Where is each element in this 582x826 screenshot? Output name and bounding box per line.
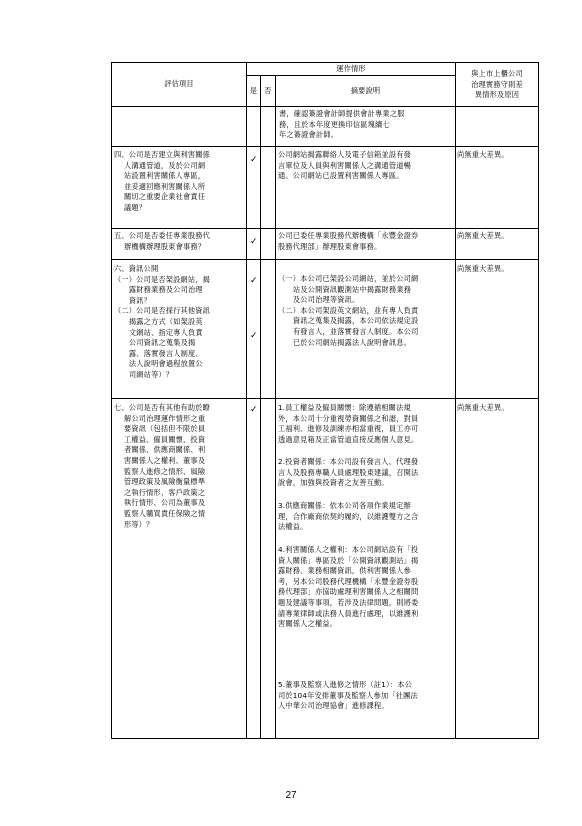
row3-summary: （一）本公司已架設公司網站，並於公司網 站及公開資訊觀測站中揭露財務業務 及公司治理等資訊。 （二）本公司架設英文網站，並有專人負責 資訊之蒐集及揭露，本公司依法規定設 有發言人，並落實發言人制度。本公司 已於公司網站揭露法人說明會訊息。 xyxy=(278,274,419,347)
row1-summary: 公司網站揭露聯絡人及電子信箱並設有發 言單位及人員與利害關係人之溝通管道暢 通。公司網站已設置利害關係人專區。 xyxy=(278,150,411,181)
row0-summary: 書，確認簽證會計師提供會計專業之服 務，且於本年度更換印信區塊續七 年之簽證會計師。 xyxy=(279,109,405,140)
table-bottom-border xyxy=(111,738,539,739)
row1-item: 四、公司是否建立與利害關係 人溝通管道，及於公司網 站設置利害關係人專區， 並妥適回應利害關係人所 關切之重要企業社會責任 議題？ xyxy=(114,150,211,212)
row3-yes-check-1: ✓ xyxy=(250,276,258,286)
row2-item: 五、公司是否委任專業股務代 辦機構辦理股東會事務？ xyxy=(114,231,211,251)
column-divider xyxy=(275,75,276,739)
column-divider xyxy=(246,62,247,739)
row4-summary-block-4: 4.利害關係人之權利：本公司網站設有「投 資人關係」專區及於「公開資訊觀測站」揭 露財務、業務相關資訊，供利害關係人參 考，另本公司股務代理機構「永豐金證券股 務代理部」亦協助處理利害關係人之相關問 題及建議等事項，若涉及法律問題，則將委 請專業律師或法務人員進行處理，以維護利 害關係人之權益。 xyxy=(278,545,419,629)
row2-summary: 公司已委任專業股務代辦機構「永豐金證券 股務代理部」辦理股東會事務。 xyxy=(278,231,419,251)
table-right-border xyxy=(538,62,539,739)
header-operation: 運作情形 xyxy=(336,64,366,73)
header-yes: 是 xyxy=(249,86,258,95)
header-difference: 與上市上櫃公司 治理實務守則差 異情形及原因 xyxy=(471,69,523,100)
column-divider xyxy=(455,62,456,739)
table-left-border xyxy=(111,62,112,739)
row-divider xyxy=(111,259,539,260)
row1-yes-check: ✓ xyxy=(250,155,258,165)
row-divider xyxy=(111,228,539,229)
row4-yes-check: ✓ xyxy=(250,405,258,415)
column-divider xyxy=(260,75,261,739)
operation-header-divider xyxy=(246,75,455,76)
row-divider xyxy=(111,398,539,399)
row4-summary-block-5: 5.董事及監察人進修之情形（註1）：本公 司於104年安排董事及監察人參加「社團法 人中華公司治理協會」進修課程。 xyxy=(278,680,418,711)
page-number: 27 xyxy=(285,790,297,801)
row3-yes-check-2: ✓ xyxy=(250,331,258,341)
row4-summary-block-1: 1.員工權益及僱員關懷：除遵循相關法規 外，本公司十分重視勞資關係之和諧，對員 工福利、進修及訓練亦相當重視，員工亦可 透過意見箱及正當管道直接反應個人意見。 xyxy=(278,403,419,444)
header-bottom-border xyxy=(111,106,539,107)
row-divider xyxy=(111,146,539,147)
header-item: 評估項目 xyxy=(164,79,194,88)
row4-item: 七、公司是否有其他有助於瞭 解公司治理運作情形之重 要資訊（包括但不限於員 工權益、僱員關懷、投資 者關係、供應商關係、利 害關係人之權利、董事及 監察人進修之情形、風險 管理政策及風險衡量標準 之執行情形、客戶政策之 執行情形、公司為董事及 監察人購買責任保險之情 形等）？ xyxy=(114,403,211,529)
table-top-border xyxy=(111,62,539,63)
row1-diff: 尚無重大差異。 xyxy=(457,150,509,159)
row4-summary-block-2: 2.投資者關係：本公司設有發言人、代理發 言人及股務專職人員處理股東建議，召開法 說會，加強與投資者之友善互動。 xyxy=(278,457,419,488)
row4-diff: 尚無重大差異。 xyxy=(457,403,509,412)
header-summary: 摘要說明 xyxy=(350,86,381,95)
row2-yes-check: ✓ xyxy=(250,237,258,247)
header-no: 否 xyxy=(264,86,272,95)
row2-diff: 尚無重大差異。 xyxy=(457,231,509,240)
row3-diff: 尚無重大差異。 xyxy=(457,264,509,273)
row3-item: 六、資訊公開 （一）公司是否架設網站，揭 露財務業務及公司治理 資訊？ （二）公司是否採行其他資訊 揭露之方式（如架設英 文網站、指定專人負責 公司資訊之蒐集及揭 露、落實發言人制度、 法人說明會過程放置公 司網站等）？ xyxy=(114,264,211,379)
row4-summary-block-3: 3.供應商關係：依本公司各項作業規定辦 理，合作廠商依契約履約，以維護雙方之合 法權益。 xyxy=(278,501,419,532)
